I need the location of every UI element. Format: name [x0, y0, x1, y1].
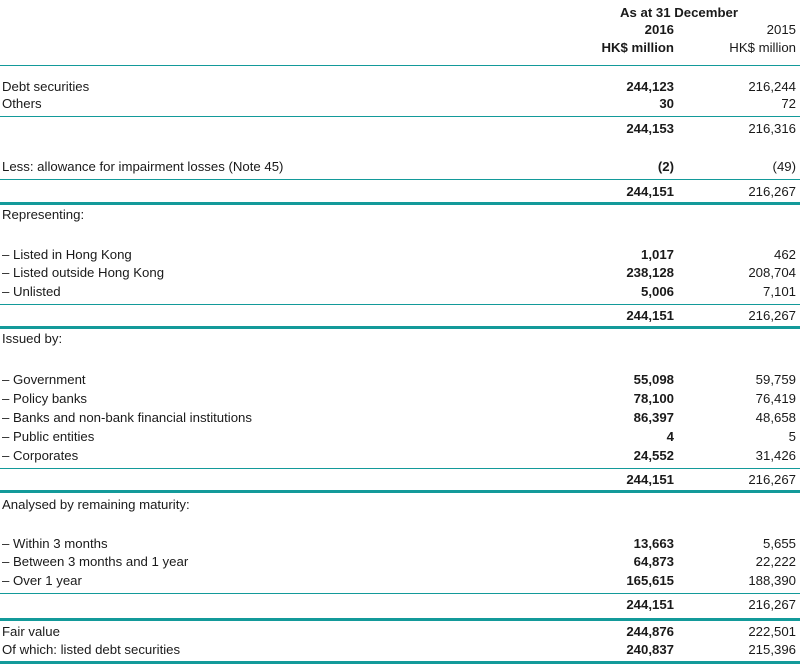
- cell-2016: 86,397: [633, 410, 674, 425]
- unit-2016-header: HK$ million: [601, 40, 674, 55]
- cell-2015: 31,426: [755, 448, 796, 463]
- row-label-allowance: Less: allowance for impairment losses (Note 45): [2, 159, 284, 174]
- subtotal-2016: 244,153: [626, 121, 674, 136]
- year-2016-header: 2016: [644, 22, 674, 37]
- total-2016: 244,151: [626, 472, 674, 487]
- row-label-listed-hk: – Listed in Hong Kong: [2, 247, 132, 262]
- section-heading-maturity: Analysed by remaining maturity:: [2, 497, 190, 512]
- total-2016: 244,151: [626, 597, 674, 612]
- total-rule: [0, 179, 800, 180]
- subtotal-2015: 216,316: [748, 121, 796, 136]
- cell-2016: 244,876: [626, 624, 674, 639]
- cell-2015: 462: [773, 247, 796, 262]
- cell-2015: 216,244: [748, 79, 796, 94]
- cell-2015: 22,222: [755, 554, 796, 569]
- cell-2016: 240,837: [626, 642, 674, 657]
- cell-2016: 30: [659, 96, 674, 111]
- row-label-corporates: – Corporates: [2, 448, 79, 463]
- section-rule: [0, 661, 800, 664]
- section-rule: [0, 490, 800, 493]
- cell-2015: 5: [788, 429, 796, 444]
- row-label-government: – Government: [2, 372, 86, 387]
- section-rule: [0, 618, 800, 621]
- cell-2016: 13,663: [633, 536, 674, 551]
- total-2015: 216,267: [748, 184, 796, 199]
- row-label-within-3m: – Within 3 months: [2, 536, 108, 551]
- total-2015: 216,267: [748, 597, 796, 612]
- section-heading-representing: Representing:: [2, 207, 85, 222]
- section-heading-issued-by: Issued by:: [2, 331, 63, 346]
- row-label-policy-banks: – Policy banks: [2, 391, 88, 406]
- unit-2015-header: HK$ million: [729, 40, 796, 55]
- cell-2016: 244,123: [626, 79, 674, 94]
- cell-2015: 215,396: [748, 642, 796, 657]
- cell-2016: 1,017: [640, 247, 674, 262]
- cell-2016: (2): [657, 159, 674, 174]
- cell-2016: 165,615: [626, 573, 674, 588]
- total-rule: [0, 304, 800, 305]
- row-label-others: Others: [2, 96, 42, 111]
- total-2015: 216,267: [748, 472, 796, 487]
- subtotal-rule: [0, 116, 800, 117]
- cell-2016: 4: [666, 429, 674, 444]
- cell-2016: 55,098: [633, 372, 674, 387]
- row-label-listed-outside: – Listed outside Hong Kong: [2, 265, 165, 280]
- cell-2015: 188,390: [748, 573, 796, 588]
- cell-2015: 208,704: [748, 265, 796, 280]
- section-rule: [0, 326, 800, 329]
- year-2015-header: 2015: [766, 22, 796, 37]
- cell-2016: 238,128: [626, 265, 674, 280]
- cell-2016: 5,006: [640, 284, 674, 299]
- period-header: As at 31 December: [620, 5, 739, 20]
- total-rule: [0, 593, 800, 594]
- row-label-between-3m-1y: – Between 3 months and 1 year: [2, 554, 189, 569]
- total-2016: 244,151: [626, 308, 674, 323]
- cell-2015: 48,658: [755, 410, 796, 425]
- total-2016: 244,151: [626, 184, 674, 199]
- cell-2016: 78,100: [633, 391, 674, 406]
- row-label-debt-securities: Debt securities: [2, 79, 90, 94]
- row-label-over-1y: – Over 1 year: [2, 573, 82, 588]
- row-label-unlisted: – Unlisted: [2, 284, 61, 299]
- row-label-banks-nonbank: – Banks and non-bank financial institutions: [2, 410, 252, 425]
- cell-2015: 76,419: [755, 391, 796, 406]
- cell-2015: 5,655: [762, 536, 796, 551]
- row-label-listed-debt: Of which: listed debt securities: [2, 642, 181, 657]
- cell-2015: 59,759: [755, 372, 796, 387]
- cell-2015: 72: [781, 96, 796, 111]
- cell-2015: 7,101: [762, 284, 796, 299]
- row-label-fair-value: Fair value: [2, 624, 60, 639]
- total-2015: 216,267: [748, 308, 796, 323]
- cell-2016: 24,552: [633, 448, 674, 463]
- header-divider: [0, 65, 800, 66]
- cell-2015: (49): [772, 159, 796, 174]
- section-rule: [0, 202, 800, 205]
- cell-2015: 222,501: [748, 624, 796, 639]
- row-label-public-entities: – Public entities: [2, 429, 95, 444]
- cell-2016: 64,873: [633, 554, 674, 569]
- total-rule: [0, 468, 800, 469]
